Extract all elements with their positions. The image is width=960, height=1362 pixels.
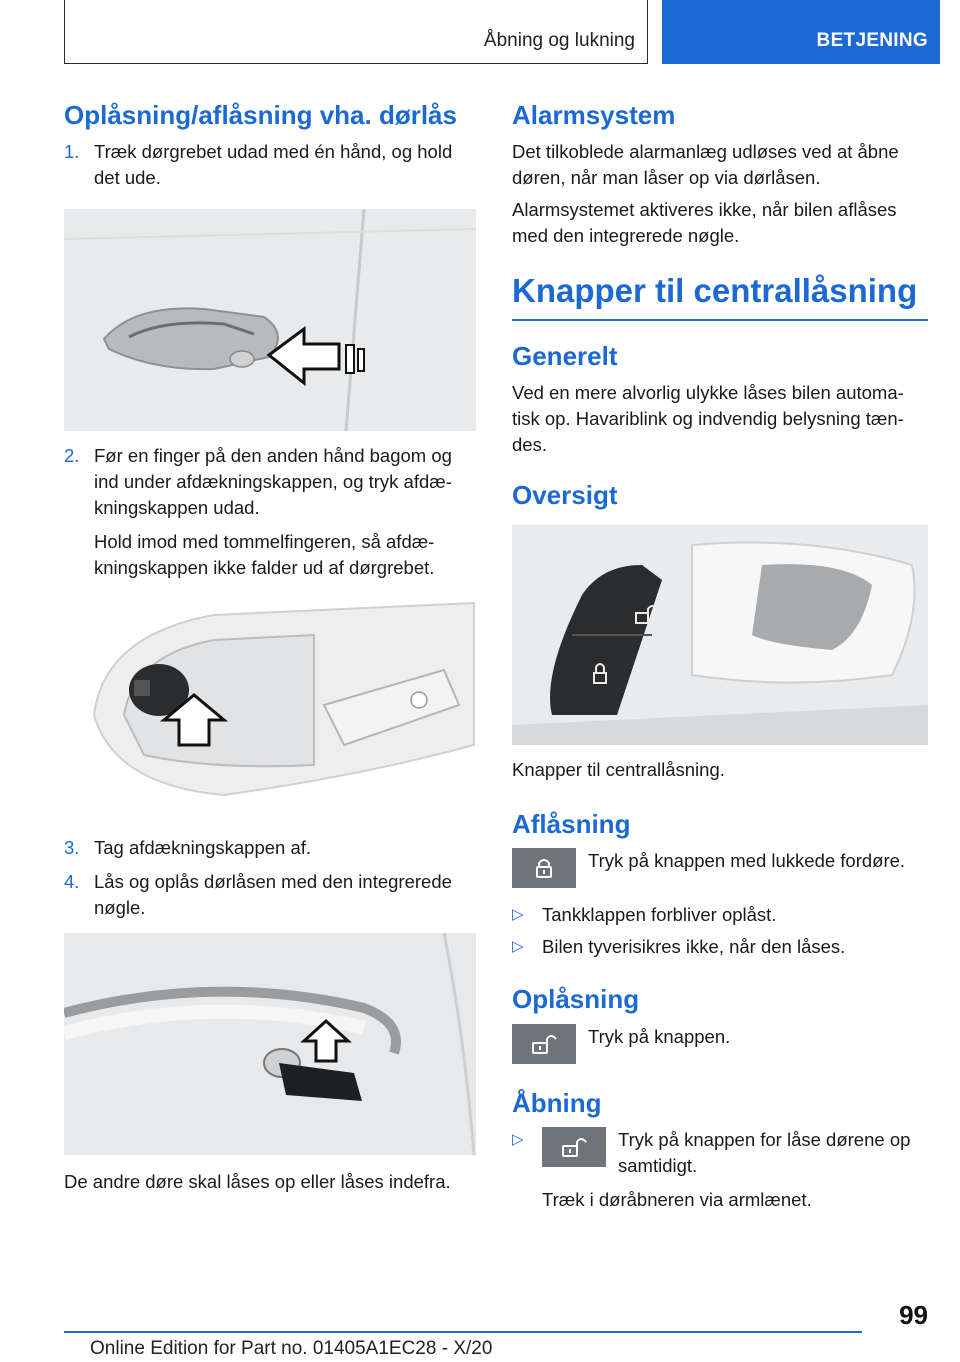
lock-text: Tryk på knappen med lukkede fordøre. xyxy=(588,850,906,872)
general-title: Generelt xyxy=(512,340,618,371)
step-1 xyxy=(64,139,476,191)
open-row xyxy=(542,1127,928,1179)
open-title: Åbning xyxy=(512,1087,602,1118)
footer-edition: Online Edition for Part no. 01405A1EC28 - X/20 xyxy=(90,1338,493,1359)
unlock-row xyxy=(512,1024,928,1064)
lock-title: Aflåsning xyxy=(512,809,631,840)
step-number: 4. xyxy=(64,871,80,893)
left-column xyxy=(64,100,476,1195)
left-note: De andre døre skal låses op eller låses indefra. xyxy=(64,1171,451,1193)
lock-open-icon xyxy=(542,1127,606,1167)
step-2 xyxy=(64,443,476,521)
header-section-title: Åbning og lukning xyxy=(483,30,635,51)
alarm-paragraph-1: Det tilkoblede alarmanlæg udløses ved at åbne døren, når man låser op via dørlåsen. xyxy=(512,141,899,189)
lock-row xyxy=(512,848,928,888)
bullet-text: Bilen tyverisikres ikke, når den låses. xyxy=(542,936,846,958)
open-text: Tryk på knappen for låse dørene op samtidigt. xyxy=(618,1128,911,1176)
step-number: 3. xyxy=(64,837,80,859)
step-2-note: Hold imod med tommelfingeren, så afdæ-kningskappen ikke falder ud af dørgrebet. xyxy=(94,531,435,579)
photo-door-handle-pull xyxy=(64,209,476,431)
main-heading: Knapper til centrallåsning xyxy=(512,271,928,321)
bullet-triangle-icon: ▷ xyxy=(512,938,524,956)
overview-title: Oversigt xyxy=(512,479,618,510)
bullet-triangle-icon: ▷ xyxy=(512,1130,524,1148)
bullet-triangle-icon: ▷ xyxy=(512,906,524,924)
header-section-box xyxy=(64,0,648,64)
lock-bullet-2 xyxy=(512,934,928,960)
step-text: Tag afdækningskappen af. xyxy=(94,837,312,859)
step-3 xyxy=(64,835,476,861)
alarm-paragraph-2: Alarmsystemet aktiveres ikke, når bilen aflåses med den integrerede nøgle. xyxy=(512,199,897,247)
open-bullet xyxy=(512,1127,928,1179)
photo-caption: Knapper til centrallåsning. xyxy=(512,759,725,781)
step-text: Før en finger på den anden hånd bagom og ind under afdækningskappen, og tryk afdæ-kningskappen udad. xyxy=(94,445,452,519)
unlock-title: Oplåsning xyxy=(512,984,640,1015)
step-number: 1. xyxy=(64,141,80,163)
alarm-title: Alarmsystem xyxy=(512,100,676,130)
bullet-text: Tankklappen forbliver oplåst. xyxy=(542,904,777,926)
footer-divider xyxy=(64,1331,862,1333)
left-section-title: Oplåsning/aflåsning vha. dørlås xyxy=(64,100,457,130)
lock-open-icon xyxy=(512,1024,576,1064)
photo-handle-cover-cap xyxy=(64,595,476,817)
step-text: Træk dørgrebet udad med én hånd, og hold det ude. xyxy=(94,141,453,189)
header-chapter-tab: BETJENING xyxy=(662,0,940,64)
photo-key-in-lock xyxy=(64,933,476,1155)
step-number: 2. xyxy=(64,445,80,467)
photo-central-locking-buttons xyxy=(512,525,928,745)
step-4 xyxy=(64,869,476,921)
step-text: Lås og oplås dørlåsen med den integrerede nøgle. xyxy=(94,871,452,919)
general-text: Ved en mere alvorlig ulykke låses bilen automa-tisk op. Havariblink og indvendig belysning tæn-des. xyxy=(512,381,904,455)
right-column xyxy=(512,100,928,1221)
page-number: 99 xyxy=(899,1300,928,1330)
lock-closed-icon xyxy=(512,848,576,888)
lock-bullet-1 xyxy=(512,902,928,928)
unlock-text: Tryk på knappen. xyxy=(588,1025,731,1047)
open-note: Træk i døråbneren via armlænet. xyxy=(542,1188,812,1210)
